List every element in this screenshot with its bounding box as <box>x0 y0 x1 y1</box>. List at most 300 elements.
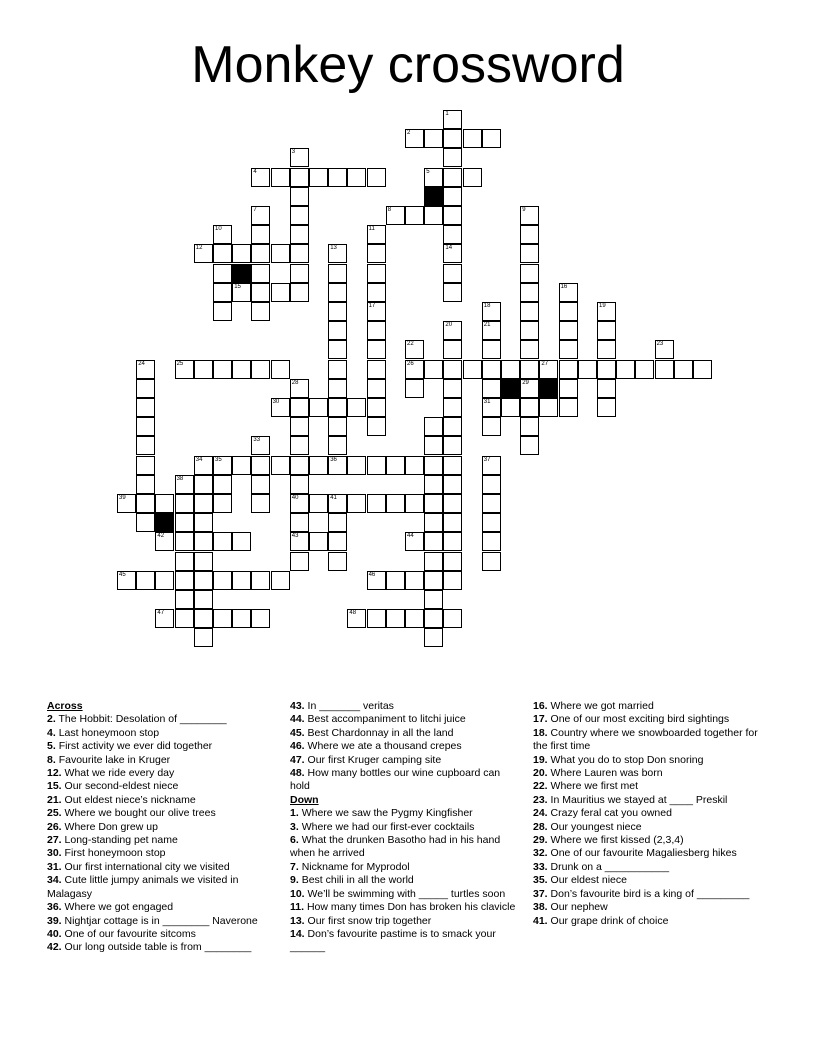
grid-cell[interactable] <box>290 456 309 475</box>
clue <box>47 727 277 740</box>
grid-cell[interactable] <box>520 302 539 321</box>
clue-text: Our second-eldest niece <box>64 780 179 793</box>
grid-cell[interactable] <box>405 206 424 225</box>
grid-cell[interactable] <box>328 456 347 475</box>
grid-cell[interactable] <box>290 283 309 302</box>
grid-cell[interactable] <box>328 340 347 359</box>
grid-cell[interactable] <box>136 513 155 532</box>
clue-number: 37. <box>533 887 548 900</box>
grid-cell[interactable] <box>520 264 539 283</box>
grid-cell[interactable] <box>175 475 194 494</box>
grid-cell[interactable] <box>597 321 616 340</box>
grid-cell[interactable] <box>482 494 501 513</box>
grid-cell[interactable] <box>347 168 366 187</box>
grid-cell[interactable] <box>194 513 213 532</box>
clue-text: Where Lauren was born <box>550 767 663 780</box>
grid-cell[interactable] <box>443 148 462 167</box>
grid-cell[interactable] <box>501 398 520 417</box>
grid-cell[interactable] <box>424 360 443 379</box>
grid-cell[interactable] <box>271 244 290 263</box>
grid-cell[interactable] <box>194 590 213 609</box>
grid-cell[interactable] <box>309 494 328 513</box>
grid-cell[interactable] <box>559 340 578 359</box>
clue <box>290 727 520 740</box>
grid-cell[interactable] <box>424 456 443 475</box>
grid-cell[interactable] <box>443 360 462 379</box>
grid-cell[interactable] <box>520 436 539 455</box>
grid-cell[interactable] <box>443 340 462 359</box>
grid-cell[interactable] <box>520 225 539 244</box>
grid-cell[interactable] <box>194 628 213 647</box>
clue-number: 24. <box>533 807 548 820</box>
grid-cell[interactable] <box>271 571 290 590</box>
grid-cell[interactable] <box>367 340 386 359</box>
clue-number: 5. <box>47 740 56 753</box>
grid-cell[interactable] <box>539 360 558 379</box>
grid-cell[interactable] <box>290 244 309 263</box>
cell-number: 3 <box>291 149 296 156</box>
grid-cell[interactable] <box>405 456 424 475</box>
grid-cell[interactable] <box>251 456 270 475</box>
cell-number: 13 <box>330 245 337 252</box>
grid-cell[interactable] <box>424 129 443 148</box>
grid-cell[interactable] <box>443 379 462 398</box>
grid-cell[interactable] <box>155 532 174 551</box>
grid-cell[interactable] <box>367 456 386 475</box>
grid-cell[interactable] <box>367 379 386 398</box>
grid-cell[interactable] <box>367 283 386 302</box>
grid-cell[interactable] <box>251 225 270 244</box>
grid-cell[interactable] <box>424 628 443 647</box>
grid-cell[interactable] <box>424 206 443 225</box>
clue-number: 10. <box>290 887 305 900</box>
grid-cell[interactable] <box>155 494 174 513</box>
grid-cell[interactable] <box>635 360 654 379</box>
grid-cell[interactable] <box>597 398 616 417</box>
grid-cell[interactable] <box>213 456 232 475</box>
grid-cell[interactable] <box>213 302 232 321</box>
grid-cell[interactable] <box>424 609 443 628</box>
grid-cell[interactable] <box>443 436 462 455</box>
grid-cell[interactable] <box>290 532 309 551</box>
grid-cell[interactable] <box>367 244 386 263</box>
grid-cell[interactable] <box>443 571 462 590</box>
grid-cell[interactable] <box>251 494 270 513</box>
grid-cell[interactable] <box>386 571 405 590</box>
clue-text: In Mauritius we stayed at ____ Preskil <box>550 793 728 806</box>
grid-cell[interactable] <box>655 360 674 379</box>
grid-cell[interactable] <box>251 168 270 187</box>
grid-cell[interactable] <box>175 571 194 590</box>
grid-cell[interactable] <box>482 475 501 494</box>
grid-cell[interactable] <box>136 360 155 379</box>
grid-cell[interactable] <box>290 187 309 206</box>
grid-cell[interactable] <box>136 398 155 417</box>
grid-cell[interactable] <box>271 456 290 475</box>
grid-cell[interactable] <box>251 360 270 379</box>
grid-cell[interactable] <box>251 609 270 628</box>
grid-cell[interactable] <box>251 244 270 263</box>
grid-cell[interactable] <box>482 456 501 475</box>
grid-cell[interactable] <box>443 225 462 244</box>
grid-cell[interactable] <box>655 340 674 359</box>
grid-cell[interactable] <box>328 398 347 417</box>
grid-cell[interactable] <box>232 532 251 551</box>
grid-cell[interactable] <box>175 494 194 513</box>
clue-number: 29. <box>533 834 548 847</box>
grid-cell[interactable] <box>424 571 443 590</box>
grid-cell[interactable] <box>251 264 270 283</box>
grid-cell[interactable] <box>328 168 347 187</box>
grid-cell[interactable] <box>175 532 194 551</box>
grid-cell[interactable] <box>367 417 386 436</box>
clue <box>47 941 277 954</box>
grid-cell[interactable] <box>424 532 443 551</box>
grid-cell[interactable] <box>136 494 155 513</box>
grid-cell[interactable] <box>597 302 616 321</box>
grid-cell[interactable] <box>424 168 443 187</box>
grid-cell[interactable] <box>290 513 309 532</box>
grid-cell[interactable] <box>443 244 462 263</box>
grid-cell[interactable] <box>136 571 155 590</box>
grid-cell[interactable] <box>482 129 501 148</box>
grid-cell[interactable] <box>443 609 462 628</box>
grid-cell[interactable] <box>290 494 309 513</box>
clue <box>533 767 763 780</box>
grid-cell[interactable] <box>520 379 539 398</box>
grid-cell[interactable] <box>290 398 309 417</box>
grid-cell[interactable] <box>232 360 251 379</box>
grid-cell[interactable] <box>194 244 213 263</box>
cell-number: 29 <box>522 379 529 386</box>
clue-text: What we ride every day <box>64 767 175 780</box>
grid-cell[interactable] <box>175 360 194 379</box>
grid-cell[interactable] <box>367 571 386 590</box>
grid-cell[interactable] <box>443 264 462 283</box>
grid-cell[interactable] <box>251 436 270 455</box>
grid-cell[interactable] <box>386 609 405 628</box>
grid-cell[interactable] <box>136 417 155 436</box>
grid-cell[interactable] <box>347 398 366 417</box>
grid-cell[interactable] <box>347 494 366 513</box>
grid-cell[interactable] <box>405 494 424 513</box>
grid-cell[interactable] <box>290 436 309 455</box>
grid-cell[interactable] <box>559 321 578 340</box>
grid-cell[interactable] <box>213 475 232 494</box>
grid-cell[interactable] <box>693 360 712 379</box>
grid-cell[interactable] <box>309 168 328 187</box>
grid-cell[interactable] <box>175 609 194 628</box>
grid-cell[interactable] <box>443 398 462 417</box>
clue <box>47 754 277 767</box>
grid-cell[interactable] <box>482 379 501 398</box>
clue <box>47 901 277 914</box>
grid-cell[interactable] <box>309 456 328 475</box>
cell-number: 48 <box>349 610 357 617</box>
grid-cell[interactable] <box>482 552 501 571</box>
clue-text: Our first snow trip together <box>307 914 432 927</box>
clue <box>47 915 277 928</box>
grid-cell[interactable] <box>482 321 501 340</box>
grid-cell[interactable] <box>213 532 232 551</box>
grid-cell[interactable] <box>463 360 482 379</box>
grid-cell[interactable] <box>136 436 155 455</box>
grid-cell[interactable] <box>136 379 155 398</box>
grid-cell[interactable] <box>501 360 520 379</box>
grid-cell[interactable] <box>328 494 347 513</box>
grid-cell[interactable] <box>367 609 386 628</box>
grid-cell[interactable] <box>482 513 501 532</box>
grid-cell[interactable] <box>367 321 386 340</box>
grid-cell[interactable] <box>367 168 386 187</box>
grid-cell[interactable] <box>309 398 328 417</box>
grid-cell[interactable] <box>213 609 232 628</box>
grid-cell[interactable] <box>424 494 443 513</box>
grid-cell[interactable] <box>328 360 347 379</box>
grid-cell[interactable] <box>194 532 213 551</box>
grid-cell[interactable] <box>424 513 443 532</box>
clue-number: 2. <box>47 713 56 726</box>
grid-cell[interactable] <box>232 571 251 590</box>
grid-cell[interactable] <box>117 494 136 513</box>
clue-number: 48. <box>290 767 305 780</box>
grid-cell[interactable] <box>290 417 309 436</box>
grid-cell[interactable] <box>367 264 386 283</box>
clue-number: 23. <box>533 793 548 806</box>
grid-cell[interactable] <box>347 609 366 628</box>
cell-number: 10 <box>215 226 222 233</box>
grid-cell[interactable] <box>232 283 251 302</box>
cell-number: 37 <box>483 456 491 463</box>
grid-cell[interactable] <box>367 494 386 513</box>
grid-cell[interactable] <box>674 360 693 379</box>
clue <box>290 821 520 834</box>
grid-cell[interactable] <box>136 456 155 475</box>
grid-cell[interactable] <box>290 168 309 187</box>
grid-cell[interactable] <box>559 379 578 398</box>
grid-cell[interactable] <box>520 321 539 340</box>
grid-cell[interactable] <box>597 360 616 379</box>
grid-cell[interactable] <box>463 168 482 187</box>
grid-cell[interactable] <box>367 398 386 417</box>
grid-cell[interactable] <box>328 264 347 283</box>
grid-cell[interactable] <box>271 283 290 302</box>
clue-text: Where Don grew up <box>64 820 158 833</box>
grid-cell[interactable] <box>405 532 424 551</box>
grid-cell[interactable] <box>290 206 309 225</box>
cell-number: 7 <box>253 207 257 213</box>
grid-cell[interactable] <box>443 187 462 206</box>
grid-cell[interactable] <box>482 417 501 436</box>
grid-cell[interactable] <box>443 513 462 532</box>
grid-cell[interactable] <box>424 552 443 571</box>
grid-cell[interactable] <box>213 571 232 590</box>
clue-text: Cute little jumpy animals we visited in Malagasy <box>47 874 239 900</box>
grid-cell[interactable] <box>405 129 424 148</box>
grid-cell[interactable] <box>482 360 501 379</box>
clue-number: 9. <box>290 874 299 887</box>
page-title: Monkey crossword <box>191 36 625 94</box>
grid-cell[interactable] <box>405 609 424 628</box>
grid-cell[interactable] <box>290 379 309 398</box>
grid-cell[interactable] <box>271 168 290 187</box>
grid-cell[interactable] <box>213 494 232 513</box>
grid-cell[interactable] <box>559 398 578 417</box>
grid-cell[interactable] <box>232 456 251 475</box>
grid-cell[interactable] <box>251 475 270 494</box>
grid-cell[interactable] <box>424 475 443 494</box>
cell-number: 4 <box>253 168 257 175</box>
grid-cell[interactable] <box>386 456 405 475</box>
grid-cell[interactable] <box>271 360 290 379</box>
across-heading: Across <box>47 700 83 712</box>
grid-cell[interactable] <box>539 398 558 417</box>
grid-cell[interactable] <box>559 360 578 379</box>
grid-cell[interactable] <box>443 129 462 148</box>
grid-cell[interactable] <box>443 456 462 475</box>
grid-cell[interactable] <box>367 225 386 244</box>
grid-cell[interactable] <box>520 283 539 302</box>
grid-cell[interactable] <box>328 513 347 532</box>
grid-cell[interactable] <box>194 552 213 571</box>
grid-cell[interactable] <box>213 244 232 263</box>
grid-cell[interactable] <box>213 264 232 283</box>
grid-cell[interactable] <box>443 283 462 302</box>
grid-cell[interactable] <box>443 110 462 129</box>
grid-cell[interactable] <box>136 475 155 494</box>
grid-cell[interactable] <box>251 283 270 302</box>
grid-cell[interactable] <box>443 417 462 436</box>
grid-cell[interactable] <box>597 340 616 359</box>
grid-cell[interactable] <box>520 340 539 359</box>
grid-cell[interactable] <box>520 244 539 263</box>
clue-number: 26. <box>47 820 62 833</box>
clue-number: 27. <box>47 834 62 847</box>
grid-cell[interactable] <box>175 552 194 571</box>
grid-cell[interactable] <box>386 206 405 225</box>
grid-cell[interactable] <box>424 417 443 436</box>
cell-number: 22 <box>407 341 414 348</box>
grid-cell[interactable] <box>443 552 462 571</box>
grid-cell[interactable] <box>194 571 213 590</box>
grid-cell[interactable] <box>328 532 347 551</box>
grid-cell[interactable] <box>424 590 443 609</box>
clue-text: Our first Kruger camping site <box>307 753 442 766</box>
clue <box>47 928 277 941</box>
clue-text: Long-standing pet name <box>64 834 178 847</box>
grid-cell[interactable] <box>520 360 539 379</box>
cell-number: 47 <box>157 610 165 617</box>
grid-cell[interactable] <box>175 513 194 532</box>
grid-cell[interactable] <box>328 321 347 340</box>
grid-cell[interactable] <box>559 302 578 321</box>
grid-cell[interactable] <box>328 436 347 455</box>
grid-cell[interactable] <box>232 244 251 263</box>
clue-number: 46. <box>290 740 305 753</box>
grid-cell[interactable] <box>251 206 270 225</box>
grid-cell[interactable] <box>194 609 213 628</box>
clue <box>290 861 520 874</box>
clue <box>533 847 763 860</box>
grid-cell[interactable] <box>443 494 462 513</box>
grid-cell[interactable] <box>213 225 232 244</box>
grid-cell[interactable] <box>232 609 251 628</box>
grid-cell[interactable] <box>175 590 194 609</box>
grid-cell[interactable] <box>194 456 213 475</box>
grid-cell[interactable] <box>405 340 424 359</box>
grid-cell[interactable] <box>482 302 501 321</box>
grid-cell[interactable] <box>290 225 309 244</box>
grid-cell[interactable] <box>443 206 462 225</box>
grid-cell[interactable] <box>463 129 482 148</box>
grid-cell[interactable] <box>155 571 174 590</box>
grid-cell[interactable] <box>328 244 347 263</box>
grid-cell[interactable] <box>194 475 213 494</box>
grid-cell[interactable] <box>328 379 347 398</box>
grid-cell[interactable] <box>482 340 501 359</box>
clue <box>533 834 763 847</box>
grid-cell[interactable] <box>290 264 309 283</box>
grid-cell[interactable] <box>386 494 405 513</box>
grid-cell[interactable] <box>328 283 347 302</box>
grid-cell[interactable] <box>309 532 328 551</box>
grid-cell[interactable] <box>405 360 424 379</box>
grid-cell[interactable] <box>271 398 290 417</box>
grid-cell[interactable] <box>194 494 213 513</box>
grid-cell[interactable] <box>443 321 462 340</box>
grid-cell[interactable] <box>616 360 635 379</box>
grid-cell[interactable] <box>559 283 578 302</box>
cell-number: 38 <box>176 475 184 482</box>
grid-cell[interactable] <box>290 552 309 571</box>
black-square <box>501 379 520 398</box>
grid-cell[interactable] <box>290 148 309 167</box>
grid-cell[interactable] <box>424 436 443 455</box>
grid-cell[interactable] <box>443 168 462 187</box>
grid-cell[interactable] <box>347 456 366 475</box>
grid-cell[interactable] <box>328 552 347 571</box>
grid-cell[interactable] <box>367 302 386 321</box>
grid-cell[interactable] <box>405 379 424 398</box>
cell-number: 46 <box>368 571 376 578</box>
clue <box>47 713 277 726</box>
grid-cell[interactable] <box>443 475 462 494</box>
grid-cell[interactable] <box>367 360 386 379</box>
grid-cell[interactable] <box>251 571 270 590</box>
cell-number: 11 <box>368 226 375 233</box>
grid-cell[interactable] <box>117 571 136 590</box>
grid-cell[interactable] <box>213 283 232 302</box>
grid-cell[interactable] <box>578 360 597 379</box>
grid-cell[interactable] <box>328 417 347 436</box>
grid-cell[interactable] <box>251 302 270 321</box>
grid-cell[interactable] <box>443 532 462 551</box>
grid-cell[interactable] <box>194 360 213 379</box>
grid-cell[interactable] <box>597 379 616 398</box>
grid-cell[interactable] <box>405 571 424 590</box>
grid-cell[interactable] <box>328 302 347 321</box>
grid-cell[interactable] <box>520 206 539 225</box>
grid-cell[interactable] <box>520 398 539 417</box>
grid-cell[interactable] <box>155 609 174 628</box>
grid-cell[interactable] <box>482 532 501 551</box>
cell-number: 35 <box>215 456 222 463</box>
clue-number: 3. <box>290 820 299 833</box>
grid-cell[interactable] <box>213 360 232 379</box>
grid-cell[interactable] <box>520 417 539 436</box>
grid-cell[interactable] <box>290 475 309 494</box>
grid-cell[interactable] <box>482 398 501 417</box>
